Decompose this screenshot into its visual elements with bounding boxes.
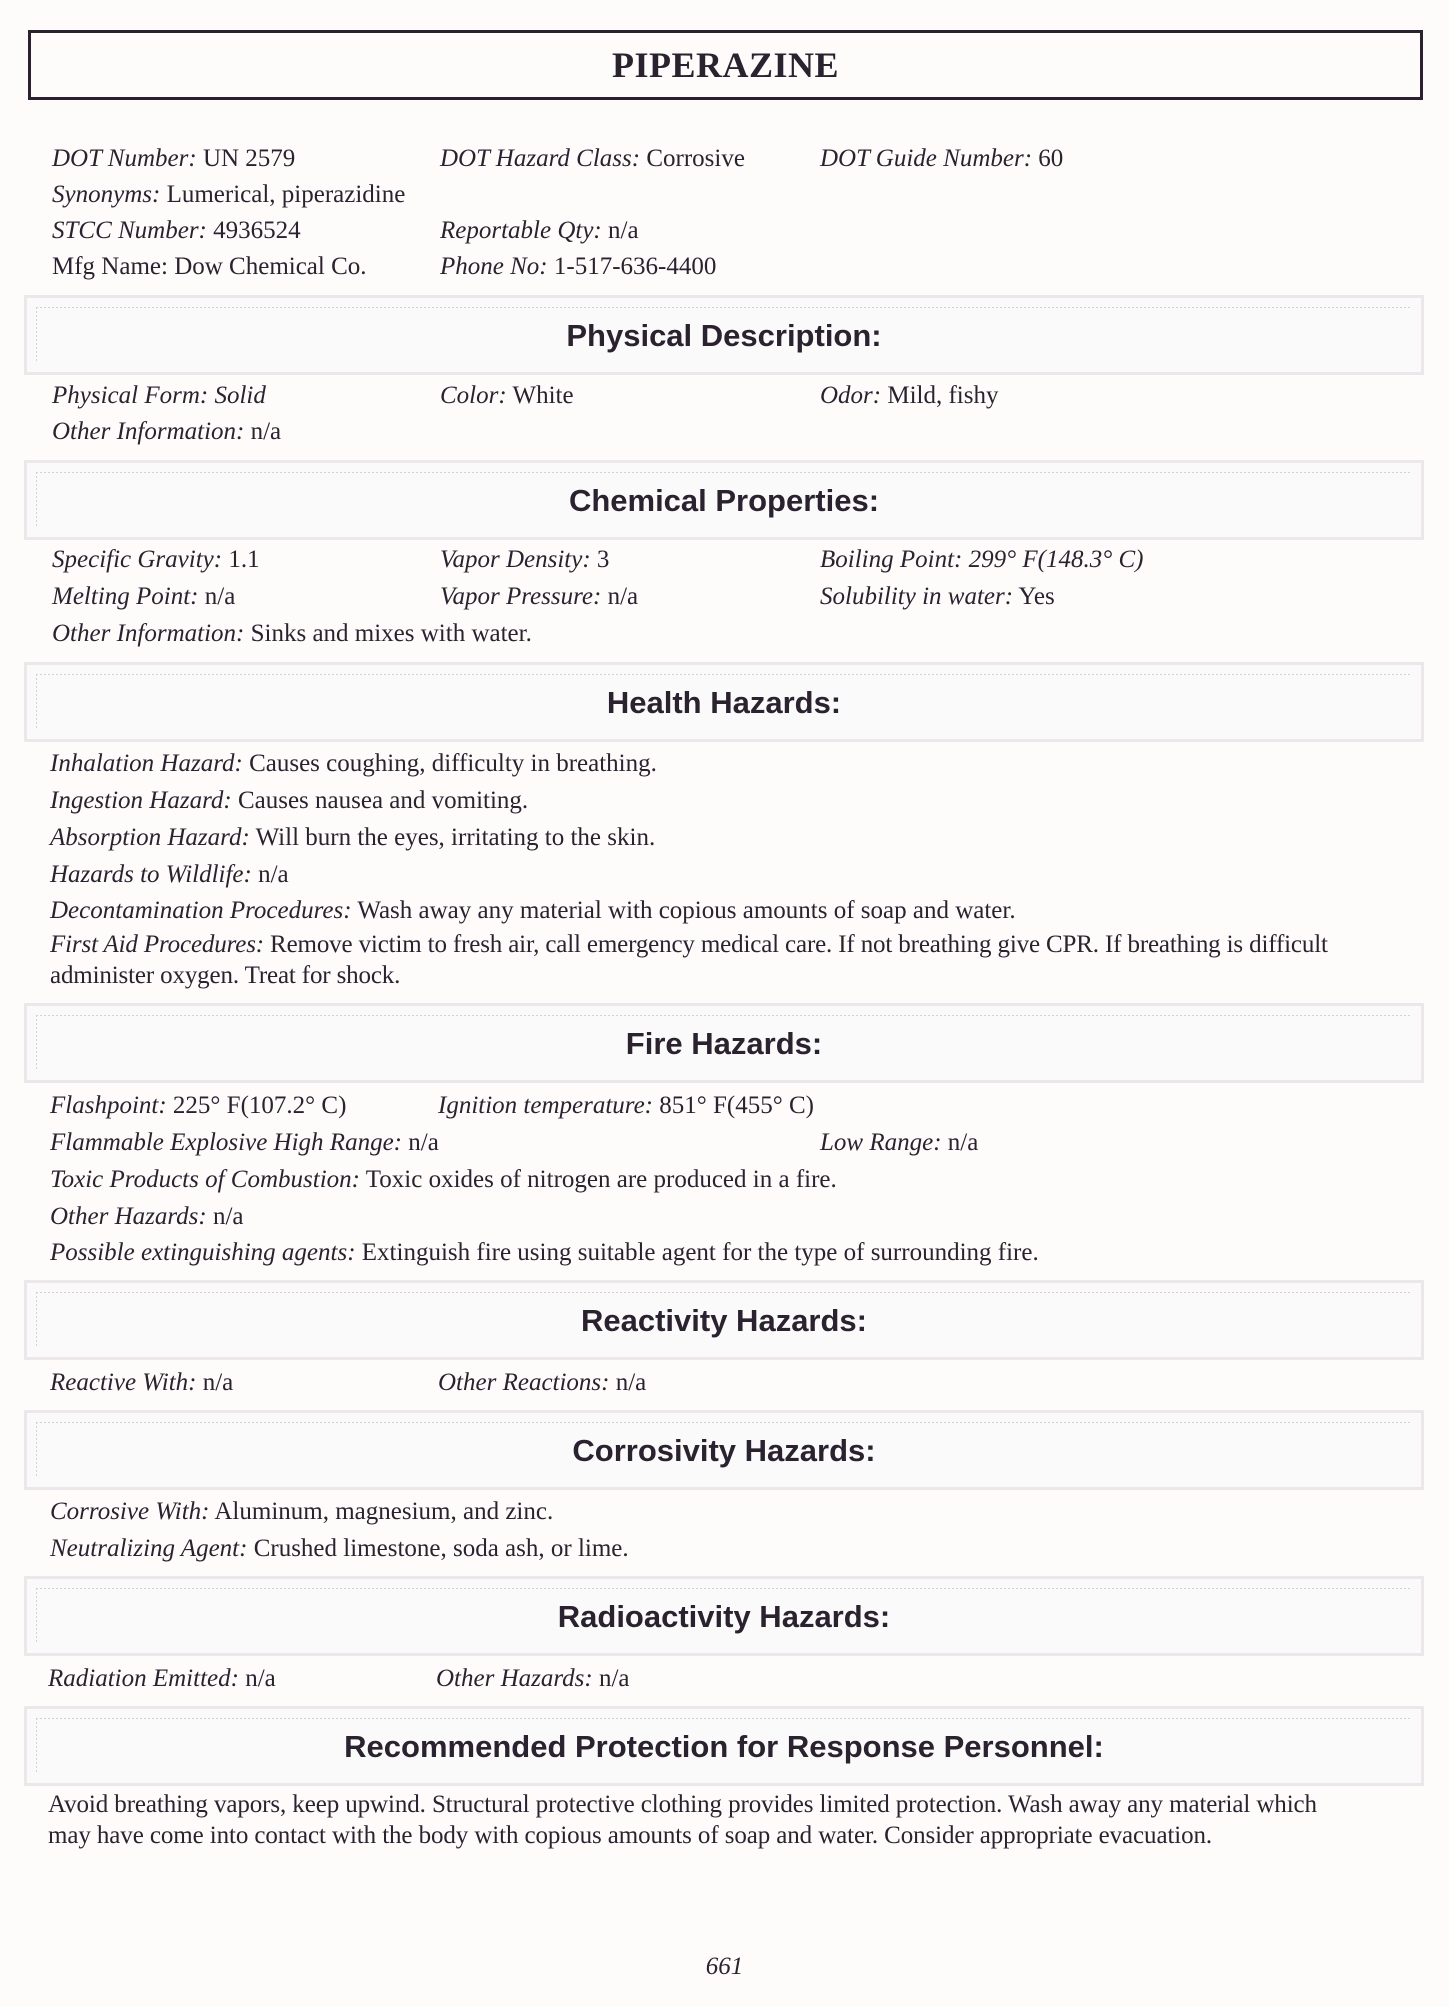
melting-point: Melting Point: n/a [52, 583, 236, 610]
section-heading: Chemical Properties: [37, 473, 1411, 527]
section-heading: Physical Description: [37, 308, 1411, 362]
dot-hazard-class: DOT Hazard Class: Corrosive [440, 145, 745, 172]
odor: Odor: Mild, fishy [820, 382, 999, 409]
section-header-reactivity [24, 1280, 1424, 1360]
ignition-temperature: Ignition temperature: 851° F(455° C) [438, 1092, 814, 1119]
first-aid-procedures: First Aid Procedures: Remove victim to fresh air, call emergency medical care. If not breathing give CPR. If breathing is difficult administer oxygen. Treat for shock. [50, 931, 1328, 989]
color: Color: White [440, 382, 574, 409]
section-heading: Health Hazards: [37, 675, 1411, 729]
stcc-number: STCC Number: 4936524 [52, 217, 301, 244]
section-header-corrosivity [24, 1410, 1424, 1490]
synonyms: Synonyms: Lumerical, piperazidine [52, 181, 406, 208]
mfg-name: Mfg Name: Dow Chemical Co. [52, 253, 367, 280]
phone-number: Phone No: 1-517-636-4400 [440, 253, 717, 280]
section-header-radioactivity [24, 1576, 1424, 1656]
section-header-chemical [24, 460, 1424, 540]
solubility: Solubility in water: Yes [820, 583, 1055, 610]
protection-text: Avoid breathing vapors, keep upwind. Structural protective clothing provides limited protection. Wash away any material which may have come into contact with the body with copious amounts of soap and water. Consider appropriate evacuation. [48, 1791, 1317, 1849]
vapor-density: Vapor Density: 3 [440, 546, 610, 573]
section-header-physical [24, 295, 1424, 375]
reactive-with: Reactive With: n/a [50, 1369, 234, 1396]
specific-gravity: Specific Gravity: 1.1 [52, 546, 260, 573]
vapor-pressure: Vapor Pressure: n/a [440, 583, 639, 610]
dot-number: DOT Number: UN 2579 [52, 145, 296, 172]
section-heading: Corrosivity Hazards: [37, 1423, 1411, 1477]
section-header-health [24, 662, 1424, 742]
document-title: PIPERAZINE [28, 30, 1423, 100]
flashpoint: Flashpoint: 225° F(107.2° C) [50, 1092, 347, 1119]
flammable-high-range: Flammable Explosive High Range: n/a [50, 1129, 439, 1156]
page-number: 661 [705, 1953, 744, 1980]
flammable-low-range: Low Range: n/a [820, 1129, 979, 1156]
other-reactions: Other Reactions: n/a [438, 1369, 647, 1396]
radioactivity-other-hazards: Other Hazards: n/a [436, 1665, 630, 1692]
section-heading: Recommended Protection for Response Personnel: [37, 1719, 1411, 1773]
data-sheet-page: PIPERAZINE DOT Number: UN 2579 DOT Hazard Class: Corrosive DOT Guide Number: 60 Synonyms: Lumerical, piperazidine STCC Number: 4936524 Reportable Qty: n/a Mfg Name: Dow Chemical Co. Phone No: 1-517-636-4400 Physical Description: Physical Form: Solid Color: White Odor: Mild, fishy Other Information: n/a Chemical Properties: Specific Gravity: 1.1 Vapor Density: 3 Boiling Point: 299° F(148.3° C) Melting Point: n/a Vapor Pressure: n/a Solubility in water: Yes Other Information: Sinks and mixes with water. Health Hazards: Inhalation Hazard: Causes coughing, difficulty in breathing. Ingestion Hazard: Causes nausea and vomiting. Absorption Hazard: Will burn the eyes, irritating to the skin. Hazards to Wildlife: n/a Decontamination Procedures: Wash away any material with copious amounts of soap and water. First Aid Procedures: Remove victim to fresh air, call emergency medical care. If not breathing give CPR. If breathing is difficult administer oxygen. Treat for shock. Fire Hazards: Flashpoint: 225° F(107.2° C) Ignition temperature: 851° F(455° C) Flammable Explosive High Range: n/a Low Range: n/a Toxic Products of Combustion: Toxic oxides of nitrogen are produced in a fire. Other Hazards: n/a Possible extinguishing agents: Extinguish fire using suitable agent for the type of surrounding fire. Reactivity Hazards: Reactive With: n/a Other Reactions: n/a Corrosivity Hazards: Corrosive With: Aluminum, magnesium, and zinc. Neutralizing Agent: Crushed limestone, soda ash, or lime. Radioactivity Hazards: Radiation Emitted: n/a Other Hazards: n/a Recommended Protection for Response Personnel: Avoid breathing vapors, keep upwind. Structural protective clothing provides limited protection. Wash away any material which may have come into contact with the body with copious amounts of soap and water. Consider appropriate evacuation. 661 [0, 0, 1449, 2007]
reportable-qty: Reportable Qty: n/a [440, 217, 639, 244]
section-heading: Fire Hazards: [37, 1016, 1411, 1070]
section-heading: Radioactivity Hazards: [37, 1589, 1411, 1643]
section-heading: Reactivity Hazards: [37, 1293, 1411, 1347]
boiling-point: Boiling Point: 299° F(148.3° C) [820, 546, 1144, 573]
physical-other: Other Information: n/a [52, 418, 282, 445]
radiation-emitted: Radiation Emitted: n/a [48, 1665, 276, 1692]
chemical-other: Other Information: Sinks and mixes with water. [52, 620, 532, 647]
section-header-fire [24, 1003, 1424, 1083]
dot-guide-number: DOT Guide Number: 60 [820, 145, 1064, 172]
section-header-protection [24, 1706, 1424, 1786]
physical-form: Physical Form: Solid [52, 382, 266, 409]
